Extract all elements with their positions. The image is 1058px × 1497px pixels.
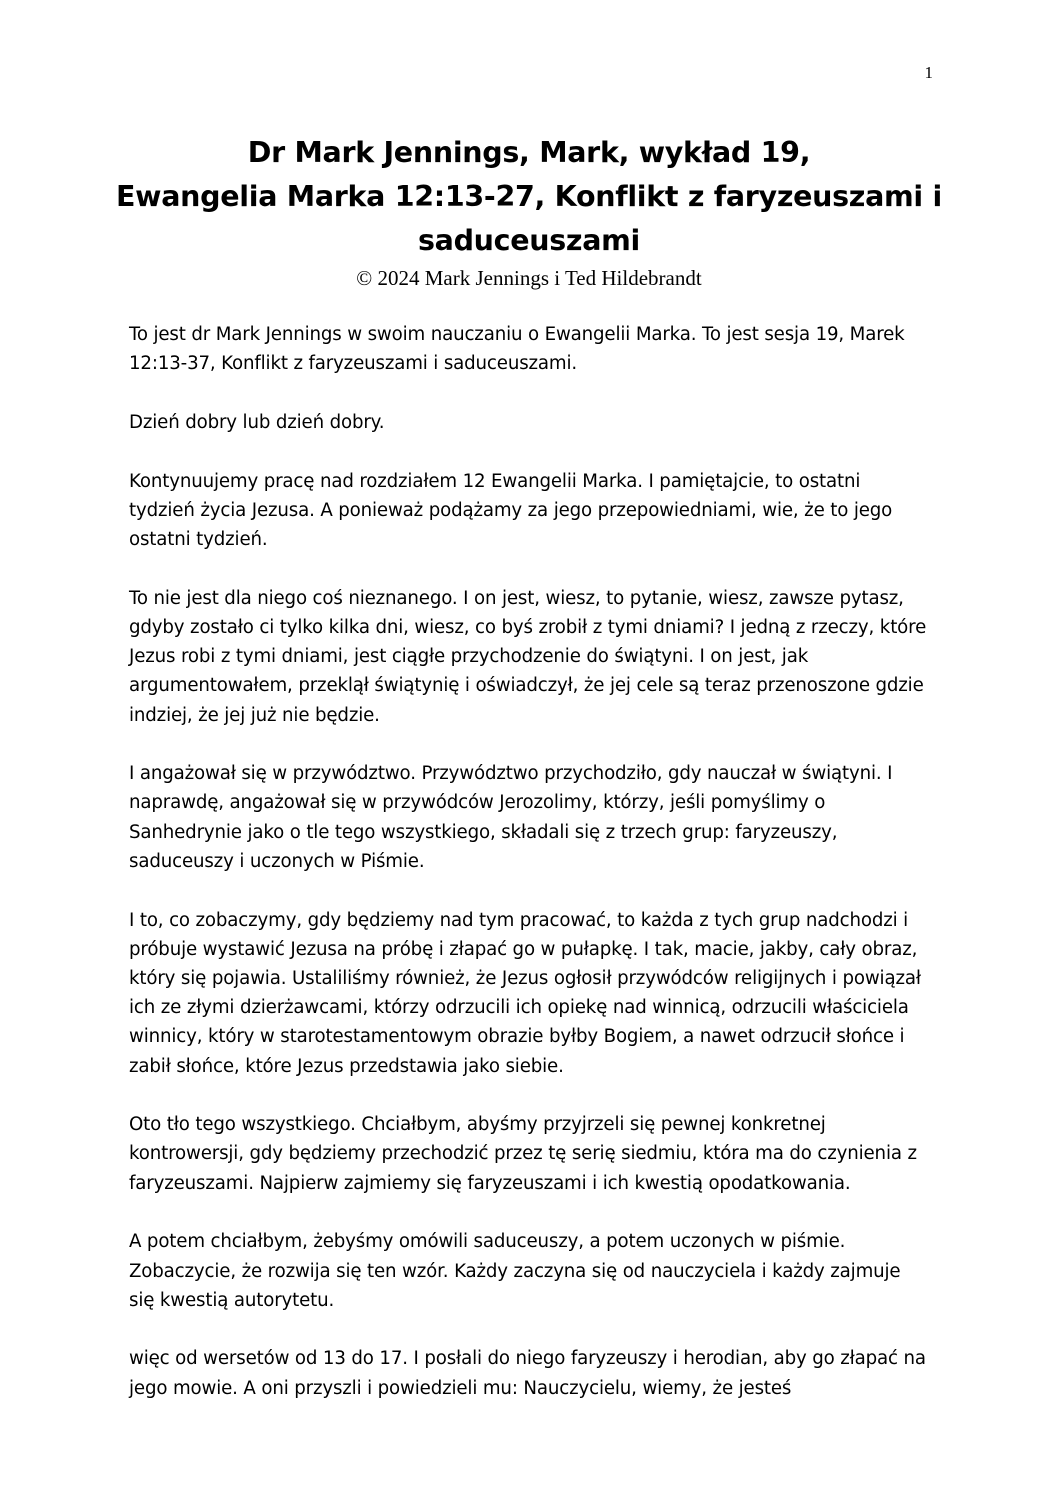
- document-title: [100, 131, 958, 263]
- title-line-2: Ewangelia Marka 12:13-27, Konflikt z faryzeuszami i: [116, 180, 942, 213]
- copyright-notice: © 2024 Mark Jennings i Ted Hildebrandt: [356, 266, 702, 290]
- paragraph: A potem chciałbym, żebyśmy omówili saduceuszy, a potem uczonych w piśmie. Zobaczycie, że rozwija się ten wzór. Każdy zaczyna się od nauczyciela i każdy zajmuje się kwestią autorytetu.: [129, 1231, 901, 1311]
- page-number: 1: [924, 63, 933, 82]
- paragraph: To jest dr Mark Jennings w swoim nauczaniu o Ewangelii Marka. To jest sesja 19, Marek 12:13-37, Konflikt z faryzeuszami i saduceuszami.: [129, 324, 905, 375]
- document-body: [129, 320, 929, 1432]
- paragraph: więc od wersetów od 13 do 17. I posłali do niego faryzeuszy i herodian, aby go złapać na jego mowie. A oni przyszli i powiedzieli mu: Nauczycielu, wiemy, że jesteś: [129, 1348, 926, 1399]
- title-line-1: Dr Mark Jennings, Mark, wykład 19,: [247, 136, 811, 169]
- document-header: [100, 131, 958, 291]
- paragraph: I to, co zobaczymy, gdy będziemy nad tym pracować, to każda z tych grup nadchodzi i próbuje wystawić Jezusa na próbę i złapać go w pułapkę. I tak, macie, jakby, cały obraz, który się pojawia. Ustaliliśmy również, że Jezus ogłosił przywódców religijnych i powiązał ich ze złymi dzierżawcami, którzy odrzucili ich opiekę nad winnicą, odrzucili właściciela winnicy, który w starotestamentowym obrazie byłby Bogiem, a nawet odrzucił słońce i zabił słońce, które Jezus przedstawia jako siebie.: [129, 909, 921, 1077]
- paragraph: To nie jest dla niego coś nieznanego. I on jest, wiesz, to pytanie, wiesz, zawsze pytasz, gdyby zostało ci tylko kilka dni, wiesz, co byś zrobił z tymi dniami? I jedną z rzeczy, które Jezus robi z tymi dniami, jest ciągłe przychodzenie do świątyni. I on jest, jak argumentowałem, przeklął świątynię i oświadczył, że jej cele są teraz przenoszone gdzie indziej, że jej już nie będzie.: [129, 587, 927, 726]
- paragraph: I angażował się w przywództwo. Przywództwo przychodziło, gdy nauczał w świątyni. I naprawdę, angażował się w przywódców Jerozolimy, którzy, jeśli pomyślimy o Sanhedrynie jako o tle tego wszystkiego, składali się z trzech grup: faryzeuszy, saduceuszy i uczonych w Piśmie.: [129, 763, 893, 872]
- paragraph: Oto tło tego wszystkiego. Chciałbym, abyśmy przyjrzeli się pewnej konkretnej kontrowersji, gdy będziemy przechodzić przez tę serię siedmiu, która ma do czynienia z faryzeuszami. Najpierw zajmiemy się faryzeuszami i ich kwestią opodatkowania.: [129, 1114, 917, 1194]
- title-line-3: saduceuszami: [417, 224, 641, 257]
- paragraph: Dzień dobry lub dzień dobry.: [129, 411, 385, 433]
- paragraph: Kontynuujemy pracę nad rozdziałem 12 Ewangelii Marka. I pamiętajcie, to ostatni tydzień życia Jezusa. A ponieważ podążamy za jego przepowiedniami, wie, że to jego ostatni tydzień.: [129, 470, 893, 551]
